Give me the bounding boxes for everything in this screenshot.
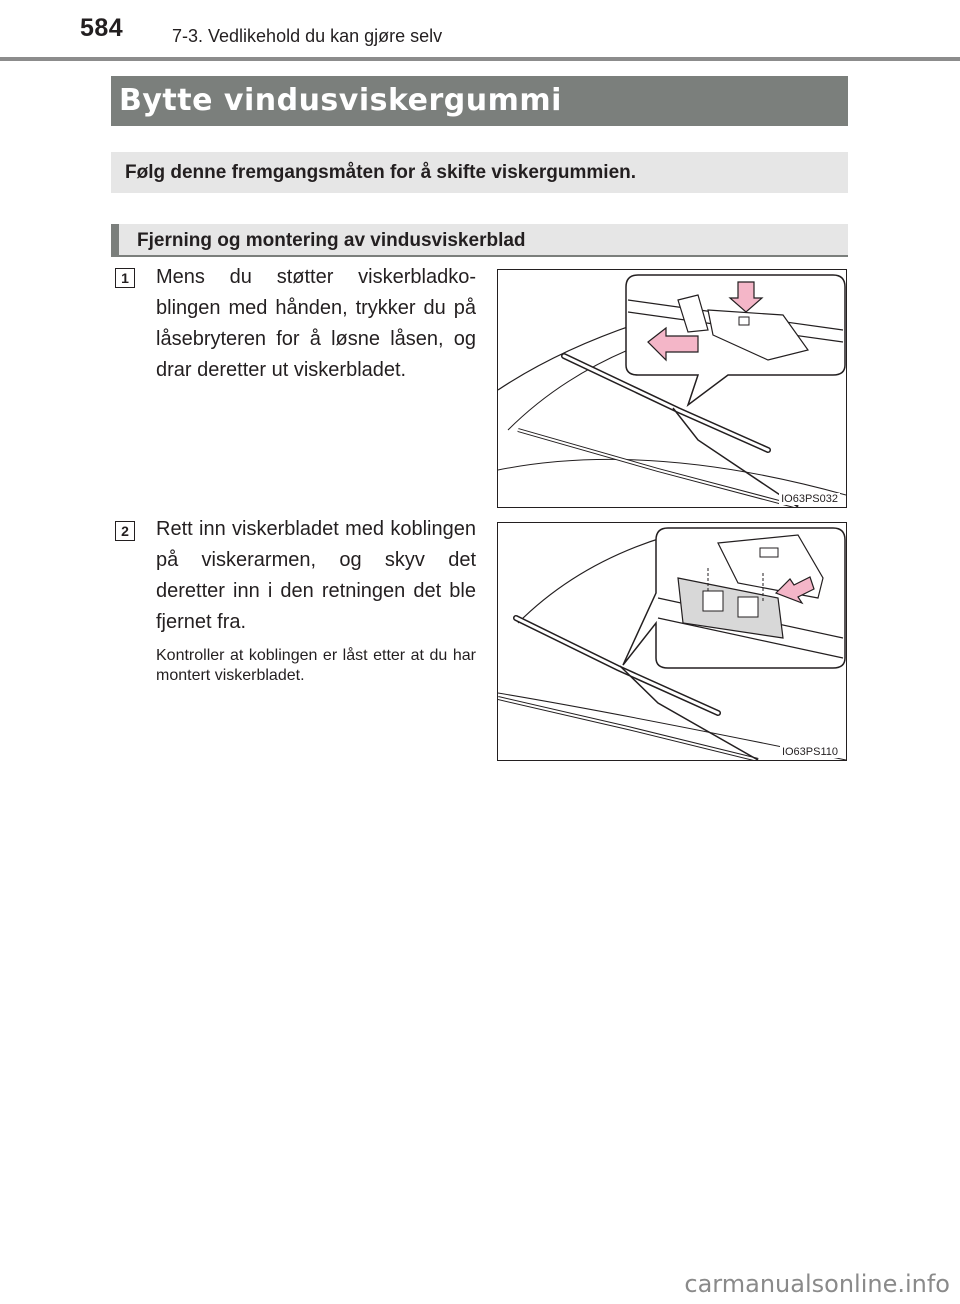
watermark: carmanualsonline.info — [684, 1270, 950, 1298]
step-number-1: 1 — [115, 268, 135, 288]
step-1-text: Mens du støtter viskerbladkoblingen med hånden, trykker du på låsebryteren for å løsne låsen, og drar deretter ut viskerbladet. — [156, 266, 476, 381]
step-2-note: Kontroller at koblingen er låst etter at du har montert viskerbladet. — [156, 647, 476, 684]
figure-remove-wiper-blade — [497, 269, 847, 508]
section-label: 7-3. Vedlikehold du kan gjøre selv — [172, 26, 443, 46]
page-title: Bytte vindusviskergummi — [111, 76, 848, 126]
step-number-2: 2 — [115, 521, 135, 541]
figure-install-wiper-blade — [497, 522, 847, 761]
figure-code-2: IO63PS110 — [781, 746, 838, 758]
figure-code-1: IO63PS032 — [781, 493, 838, 505]
page-number: 584 — [80, 14, 124, 42]
wiper-removal-illustration — [498, 270, 846, 507]
step-2-text: Rett inn viskerbladet med koblingen på viskerarmen, og skyv det deretter inn i den retningen det ble fjernet fra. — [156, 518, 476, 633]
subheading: Fjerning og montering av vindusviskerblad — [111, 224, 848, 257]
wiper-install-illustration — [498, 523, 846, 760]
intro-text: Følg denne fremgangsmåten for å skifte viskergummien. — [111, 152, 848, 193]
header-rule — [0, 57, 960, 61]
